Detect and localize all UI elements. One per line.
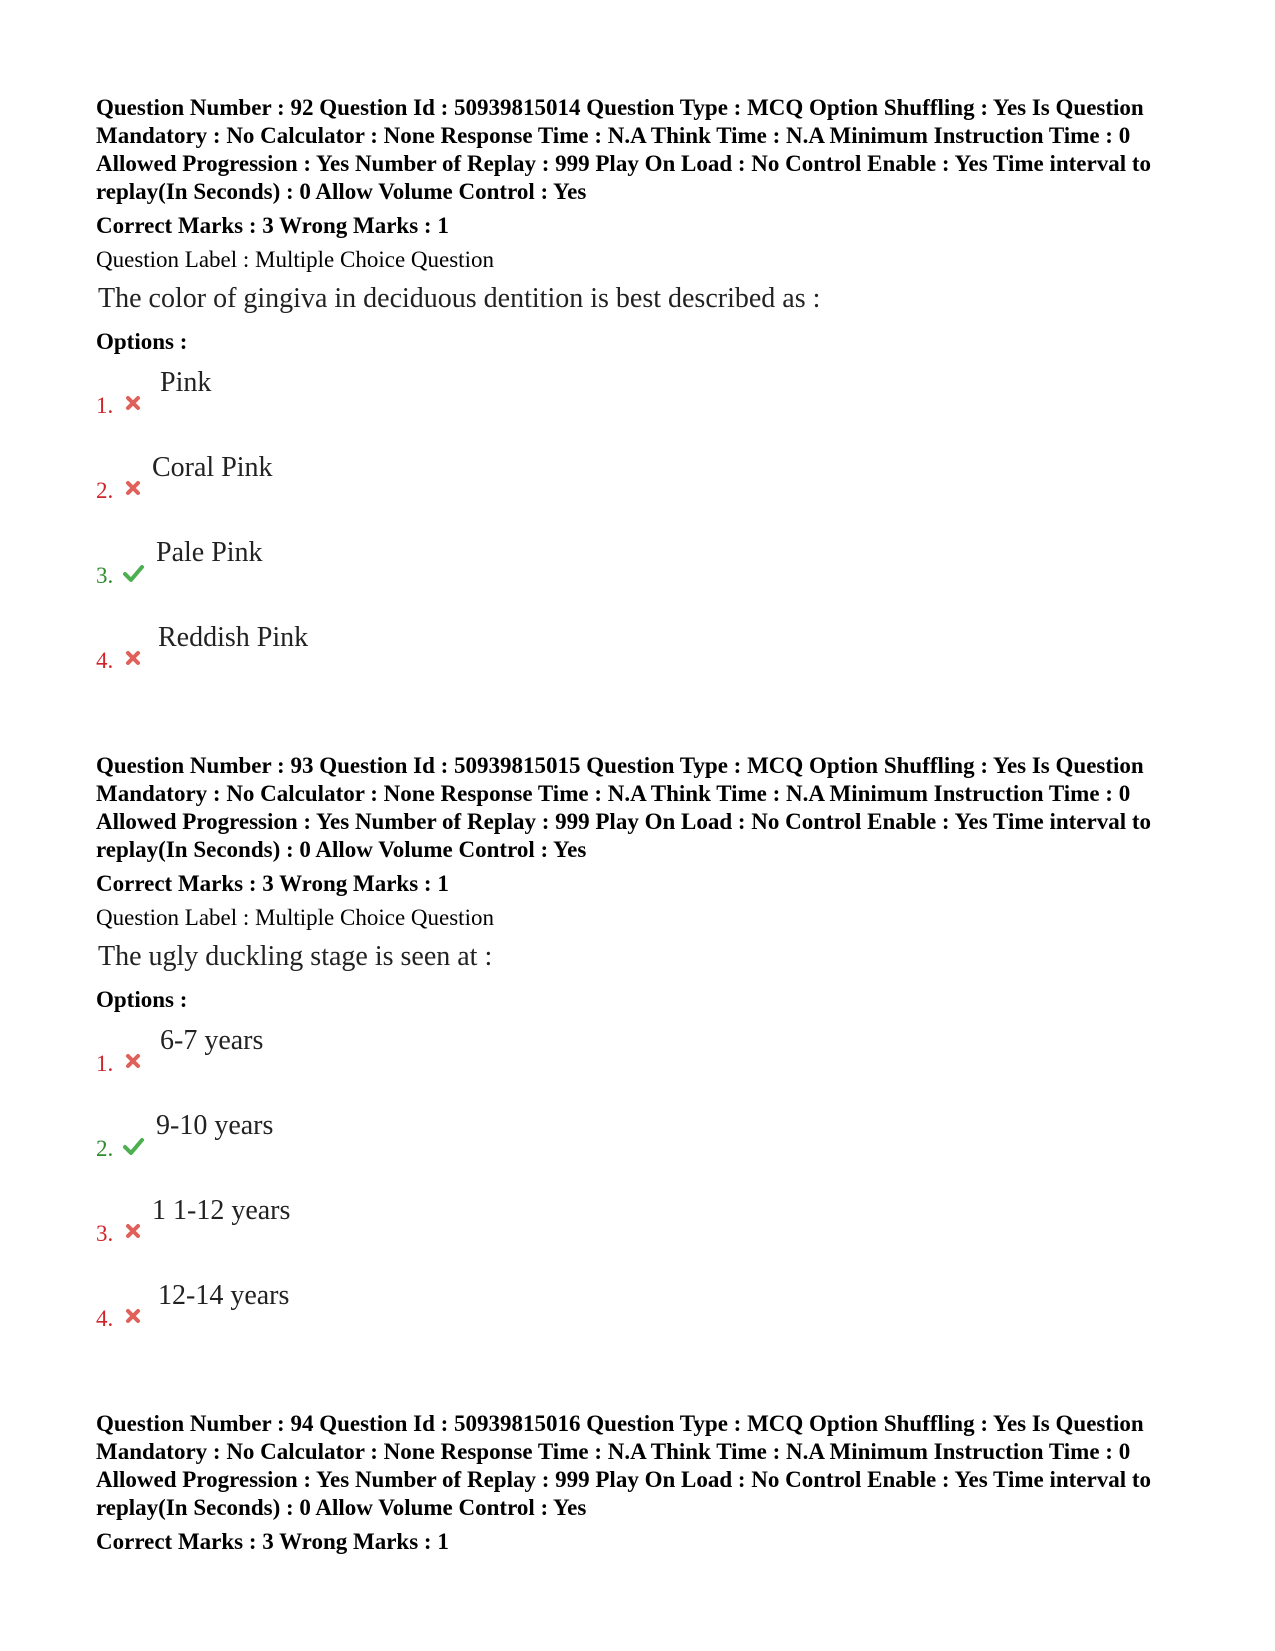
check-icon: [122, 1135, 144, 1157]
option-text: Coral Pink: [152, 452, 273, 483]
cross-icon: [122, 647, 144, 669]
option-number: 3.: [96, 563, 114, 588]
option-item: [96, 451, 1216, 536]
option-number: 4.: [96, 1306, 114, 1331]
question-marks: Correct Marks : 3 Wrong Marks : 1: [96, 871, 449, 896]
option-item: [96, 1024, 1216, 1109]
option-item: [96, 366, 1216, 451]
question-text: The ugly duckling stage is seen at :: [98, 941, 493, 972]
option-text: 6-7 years: [160, 1025, 264, 1056]
option-item: [96, 621, 1216, 706]
option-item: [96, 1109, 1216, 1194]
options-title: Options :: [96, 987, 188, 1012]
question-block-92: [96, 94, 1216, 706]
question-block-93: [96, 752, 1216, 1364]
option-number: 2.: [96, 478, 114, 503]
option-text: 1 1-12 years: [152, 1195, 291, 1226]
question-label: Question Label : Multiple Choice Question: [96, 905, 494, 930]
cross-icon: [122, 1050, 144, 1072]
question-marks: Correct Marks : 3 Wrong Marks : 1: [96, 213, 449, 238]
cross-icon: [122, 477, 144, 499]
question-label: Question Label : Multiple Choice Question: [96, 247, 494, 272]
cross-icon: [122, 1220, 144, 1242]
option-number: 1.: [96, 1051, 114, 1076]
option-item: [96, 536, 1216, 621]
cross-icon: [122, 1305, 144, 1327]
question-meta: Question Number : 92 Question Id : 50939815014 Question Type : MCQ Option Shuffling : Yes Is Question Mandatory : No Calculator : None Response Time : N.A Think Time : N.A Minimum Instruction Time : 0 Allowed Progression : Yes Number of Replay : 999 Play On Load : No Control Enable : Yes Time interval to replay(In Seconds) : 0 Allow Volume Control : Yes: [96, 95, 1152, 204]
option-number: 4.: [96, 648, 114, 673]
check-icon: [122, 562, 144, 584]
question-meta: Question Number : 93 Question Id : 50939815015 Question Type : MCQ Option Shuffling : Yes Is Question Mandatory : No Calculator : None Response Time : N.A Think Time : N.A Minimum Instruction Time : 0 Allowed Progression : Yes Number of Replay : 999 Play On Load : No Control Enable : Yes Time interval to replay(In Seconds) : 0 Allow Volume Control : Yes: [96, 753, 1152, 862]
option-item: [96, 1194, 1216, 1279]
cross-icon: [122, 392, 144, 414]
option-number: 3.: [96, 1221, 114, 1246]
option-text: Pale Pink: [156, 537, 263, 568]
option-text: Reddish Pink: [158, 622, 309, 653]
option-number: 2.: [96, 1136, 114, 1161]
question-meta: Question Number : 94 Question Id : 50939815016 Question Type : MCQ Option Shuffling : Yes Is Question Mandatory : No Calculator : None Response Time : N.A Think Time : N.A Minimum Instruction Time : 0 Allowed Progression : Yes Number of Replay : 999 Play On Load : No Control Enable : Yes Time interval to replay(In Seconds) : 0 Allow Volume Control : Yes: [96, 1411, 1152, 1520]
question-block-94: [96, 1410, 1216, 1556]
option-item: [96, 1279, 1216, 1364]
option-text: Pink: [160, 367, 212, 398]
option-text: 12-14 years: [158, 1280, 290, 1311]
question-text: The color of gingiva in deciduous dentition is best described as :: [98, 283, 821, 314]
option-text: 9-10 years: [156, 1110, 274, 1141]
options-title: Options :: [96, 329, 188, 354]
question-marks: Correct Marks : 3 Wrong Marks : 1: [96, 1529, 449, 1554]
option-number: 1.: [96, 393, 114, 418]
